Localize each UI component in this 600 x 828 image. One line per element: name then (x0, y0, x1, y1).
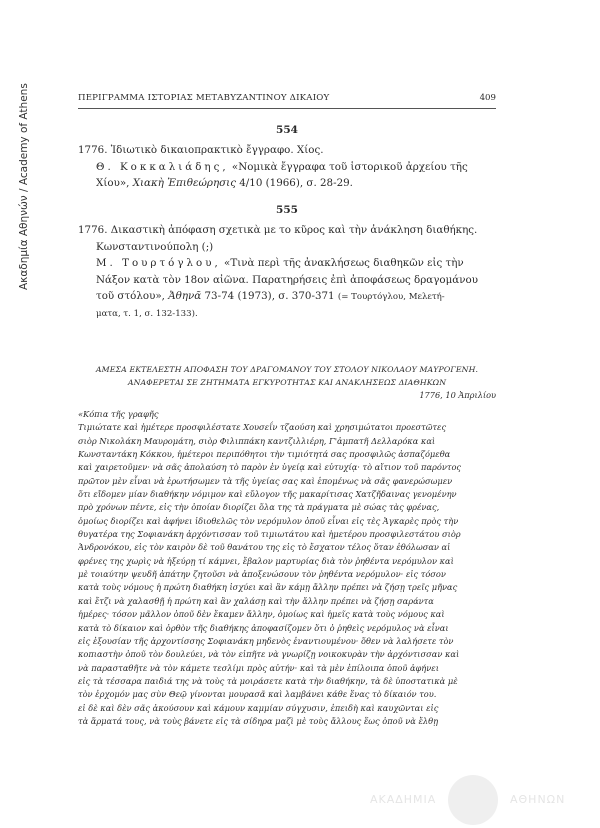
entry-555-journal: Ἀθηνᾶ (168, 290, 202, 302)
document-line: νὰ παρασταθῆτε νὰ τὸν κάμετε τεσλίμι πρὸς αὐτήν· καὶ τὰ μὲν ἐπίλοιπα ὁποῦ ἀφήνει (78, 662, 439, 673)
entry-555-line-1: 1776. Δικαστικὴ ἀπόφαση σχετικὰ με το κῦρος καὶ τὴν ἀνάκληση διαθήκης. (78, 224, 478, 236)
watermark-emblem (448, 775, 498, 825)
document-date: 1776, 10 Ἀπριλίου (419, 390, 496, 400)
entry-555-author: Μ. Τουρτόγλου, (96, 257, 221, 269)
document-body (78, 408, 496, 728)
document-line: θυγατέρα της Σοφιανάκη ἀρχόντισσαν τοῦ τιμιωτάτου καὶ ἡμετέρου προσφιλεστάτου σιὸρ (78, 529, 461, 540)
entry-555-line-3 (78, 255, 496, 272)
document-line: εἰς ἐξουσίαν τῆς ἀρχοντίσσης Σοφιανάκη μηδενὸς ἐναντιουμένου· ὅθεν νὰ λαλήσετε τὸν (78, 635, 454, 646)
header-rule (78, 108, 496, 109)
document-line: καὶ χαιρετοῦμεν· νὰ σᾶς ἀπολαύση τὸ παρὸν ἐν ὑγείᾳ καὶ εὐτυχίᾳ· τὸ αἴτιον τοῦ παρόντος (78, 462, 462, 473)
document-line: πρῶτον μὲν εἶναι νὰ ἐρωτήσωμεν τὰ τῆς ὑγείας σας καὶ ἑπομένως νὰ σᾶς φανερώσωμεν (78, 475, 453, 486)
document-line: τὸν ἐρχομόν μας σὺν Θεῷ γίνονται μουρασᾶ καὶ λαμβάνει κάθε ἕνας τὸ δίκαιόν του. (78, 689, 437, 700)
document-line: μὲ τοιαύτην ψευδῆ ἀπάτην ζητοῦσι νὰ ἀποξενώσουν τὸν ῥηθέντα νερόμυλον· εἰς τόσον (78, 569, 446, 580)
watermark-left-text: ΑΚΑΔΗΜΙΑ (370, 793, 437, 806)
document-line: κατὰ τοὺς νόμους ἡ πρώτη διαθήκη ἰσχύει καὶ ἂν κάμῃ ἄλλην πρέπει νὰ ζήσῃ τρεῖς μῆνας (78, 582, 458, 593)
document-line: κατὰ τὸ δίκαιον καὶ ὀρθὸν τῆς διαθήκης ἀποφασίζομεν ὅτι ὁ ῥηθεὶς νερόμυλος νὰ εἶναι (78, 622, 449, 633)
entry-554-line-3 (78, 175, 496, 192)
entry-number-554: 554 (276, 124, 298, 136)
document-line: ὁμοίως διορίζει καὶ ἀφήνει ἰδιοθελῶς τὸν νερόμυλον ὁποῦ εἶναι εἰς τὲς Ἀγκαρὲς πρὸς τὴν (78, 515, 459, 526)
document-line: Κωνσταντάκη Κόκκου, ἡμέτεροι περιπόθητοι τὴν τιμιότητά σας προσφιλῶς ἀσπαζόμεθα (78, 449, 451, 460)
academy-watermark (370, 775, 585, 825)
document-line: Τιμιώτατε καὶ ἡμέτερε προσφιλέστατε Χουσεΐν τζαούση καὶ χρησιμώτατοι προεστῶτες (78, 422, 447, 433)
entry-554 (78, 142, 496, 192)
document-line: καὶ ἔτζι νὰ χαλασθῇ ἡ πρώτη καὶ ἂν χαλάσῃ καὶ τὴν ἄλλην πρέπει νὰ ζήσῃ σαράντα (78, 595, 434, 606)
entry-555-title-end: τοῦ στόλου», (96, 290, 169, 302)
running-head: ΠΕΡΙΓΡΑΜΜΑ ΙΣΤΟΡΙΑΣ ΜΕΤΑΒΥΖΑΝΤΙΝΟΥ ΔΙΚΑΙΟΥ (78, 93, 330, 103)
entry-555-line-4: Νάξον κατὰ τὸν 18ον αἰῶνα. Παρατηρήσεις ἐπὶ ἀποφάσεως δραγομάνου (96, 273, 478, 286)
entry-555-line-6: ματα, τ. 1, σ. 132-133). (96, 308, 198, 319)
side-label-text: Ακαδημία Αθηνών / Academy of Athens (18, 83, 30, 290)
entry-555-note: (= Τουρτόγλου, Μελετή- (337, 292, 445, 302)
document-line: ὅτι εἴδομεν μίαν διαθήκην νόμιμον καὶ εὔλογον τῆς μακαρίτισας Χατζῆδαινας γενομένην (78, 489, 457, 500)
entry-555-line-2: Κωνσταντινούπολη (;) (96, 240, 214, 253)
document-line: τὰ ἅρματά τους, νὰ τοὺς βάνετε εἰς τὰ σίδηρα μαζὶ μὲ τοὺς ἄλλους ἕως ὁποῦ νὰ ἔλθῃ (78, 715, 439, 726)
entry-555-title: «Τινὰ περὶ τῆς ἀνακλήσεως διαθηκῶν εἰς τὴν (220, 257, 464, 269)
watermark-right-text: ΑΘΗΝΩΝ (510, 793, 566, 806)
document-line: εἰ δὲ καὶ δὲν σᾶς ἀκούσουν καὶ κάμουν καμμίαν σύγχυσιν, ἐπειδὴ καὶ καυχῶνται εἰς (78, 702, 439, 713)
document-line: φρένες της χωρὶς νὰ ἠξεύρῃ τί κάμνει, ἔβαλον μαρτυρίας διὰ τὸν ῥηθέντα νερόμυλον καὶ (78, 555, 454, 566)
document-line: εἰς τὰ τέσσαρα παιδιά της νὰ τοὺς τὰ μοιράσετε κατὰ τὴν διαθήκην, τὰ δὲ ὑποστατικὰ μὲ (78, 675, 458, 686)
entry-554-title-end: Χίου», (96, 177, 133, 189)
document-line: Ἀνδρονόκου, εἰς τὸν καιρὸν δὲ τοῦ θανάτου της εἰς τὸ ἔσχατον τέλος ὅταν ἐθόλωσαν αἱ (78, 542, 451, 553)
entry-554-line-2 (78, 159, 496, 176)
entry-554-title: «Νομικὰ ἔγγραφα τοῦ ἱστορικοῦ ἀρχείου τῆς (228, 160, 468, 173)
entry-554-line-1: 1776. Ἰδιωτικὸ δικαιοπρακτικὸ ἔγγραφο. Χίος. (78, 144, 324, 156)
document-line: κοπιαστὴν ὁποῦ τὸν δουλεύει, νὰ τὸν εἰπῆτε νὰ γνωρίζῃ νοικοκυρὰν τὴν ἀρχόντισσαν καὶ (78, 649, 460, 660)
entry-554-author: Θ. Κοκκαλιάδης, (96, 160, 229, 173)
entry-555-pages: 73-74 (1973), σ. 370-371 (201, 290, 338, 302)
document-title (78, 363, 496, 389)
document-line: ἡμέρες· τόσον μᾶλλον ὁποῦ δὲν ἔκαμεν ἄλλην, ὁμοίως καὶ ἡμεῖς κατὰ τοὺς νόμους καὶ (78, 609, 445, 620)
document-title-line-2: ΑΝΑΦΕΡΕΤΑΙ ΣΕ ΖΗΤΗΜΑΤΑ ΕΓΚΥΡΟΤΗΤΑΣ ΚΑΙ ΑΝΑΚΛΗΣΕΩΣ ΔΙΑΘΗΚΩΝ (127, 378, 447, 387)
entry-number-555: 555 (276, 204, 298, 216)
document-line: σιὸρ Νικολάκη Μαυρομάτη, σιὸρ Φιλιππάκη καντζιλλιέρη, Γ'ἀμπατῆ Δελλαρόκα καὶ (78, 435, 436, 446)
entry-554-pages: 4/10 (1966), σ. 28-29. (235, 177, 353, 189)
page-number: 409 (479, 93, 496, 103)
document-line: πρὸ χρόνων πέντε, εἰς τὴν ὁποίαν διορίζει ὅλα της τὰ πράγματα μὲ σώας τὰς φρένας, (78, 502, 440, 513)
entry-555-line-5 (78, 288, 496, 306)
side-label (10, 40, 34, 290)
document-line: «Κόπια τῆς γραφῆς (78, 409, 159, 419)
entry-554-journal: Χιακὴ Ἐπιθεώρησις (132, 177, 236, 189)
entry-555 (78, 222, 496, 322)
document-title-line-1: ΑΜΕΣΑ ΕΚΤΕΛΕΣΤΗ ΑΠΟΦΑΣΗ ΤΟΥ ΔΡΑΓΟΜΑΝΟΥ ΤΟΥ ΣΤΟΛΟΥ ΝΙΚΟΛΑΟΥ ΜΑΥΡΟΓΕΝΗ. (95, 365, 479, 374)
